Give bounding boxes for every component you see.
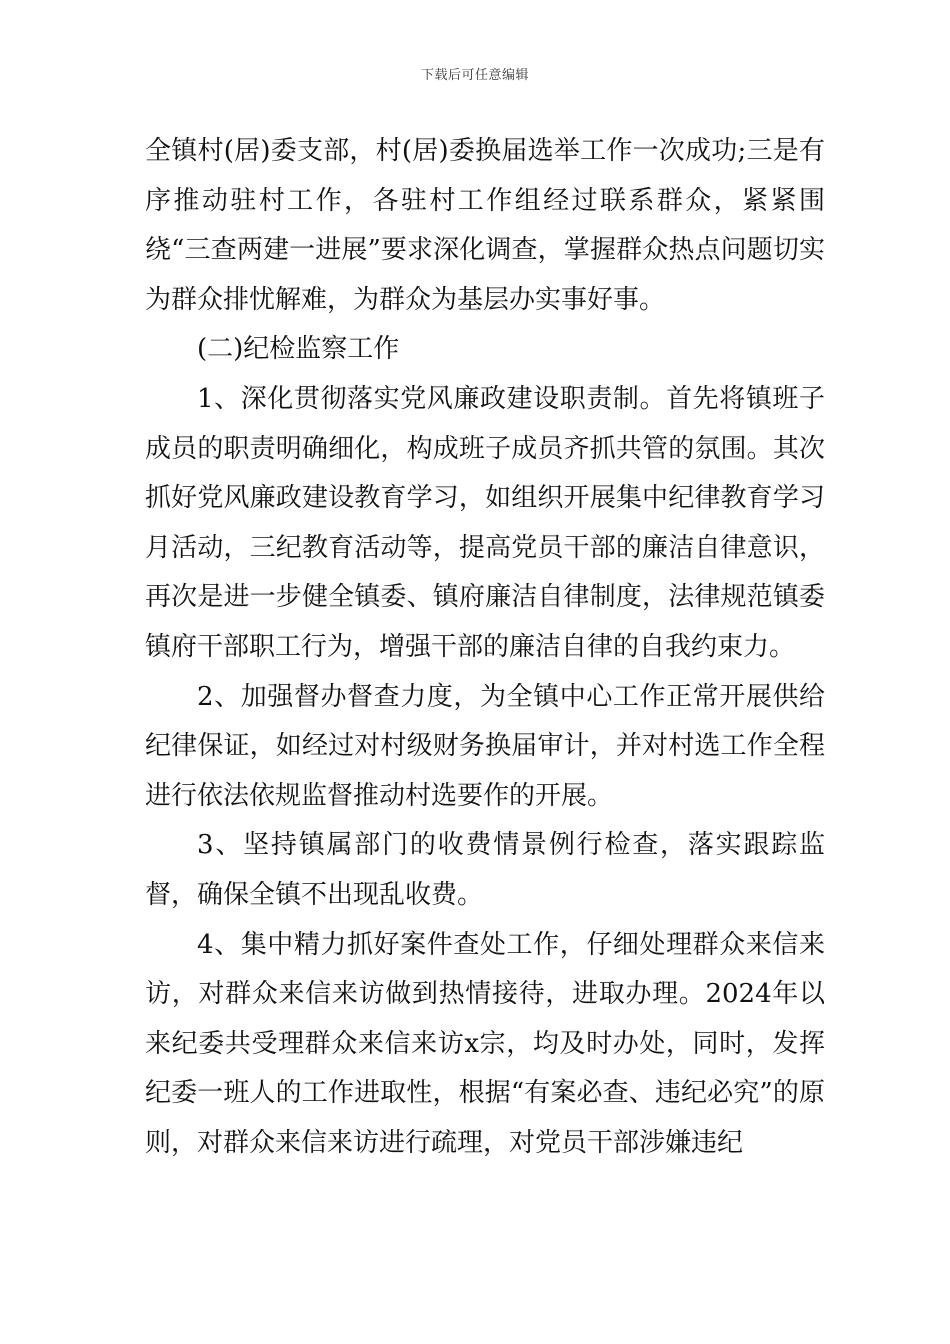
paragraph-continuation: 全镇村(居)委支部，村(居)委换届选举工作一次成功;三是有序推动驻村工作，各驻村工作组经过联系群众，紧紧围绕“三查两建一进展”要求深化调查，掌握群众热点问题切实为群众排忧解难，为群众为基层办实事好事。 (145, 136, 825, 315)
paragraph-item-3: 3、坚持镇属部门的收费情景例行检查，落实跟踪监督，确保全镇不出现乱收费。 (145, 830, 825, 910)
paragraph-item-4: 4、集中精力抓好案件查处工作，仔细处理群众来信来访，对群众来信来访做到热情接待，进取办理。2024年以来纪委共受理群众来信来访x宗，均及时办处，同时，发挥纪委一班人的工作进取性，根据“有案必查、违纪必究”的原则，对群众来信来访进行疏理，对党员干部涉嫌违纪 (145, 929, 825, 1158)
page-header: 下载后可任意编辑 (420, 68, 529, 83)
paragraph-item-2: 2、加强督办督查力度，为全镇中心工作正常开展供给纪律保证，如经过对村级财务换届审计，并对村选工作全程进行依法依规监督推动村选要作的开展。 (145, 681, 825, 811)
section-heading: (二)纪检监察工作 (197, 334, 400, 365)
document-body (145, 127, 825, 1168)
paragraph-item-1: 1、深化贯彻落实党风廉政建设职责制。首先将镇班子成员的职责明确细化，构成班子成员齐抓共管的氛围。其次抓好党风廉政建设教育学习，如组织开展集中纪律教育学习月活动，三纪教育活动等，提高党员干部的廉洁自律意识，再次是进一步健全镇委、镇府廉洁自律制度，法律规范镇委镇府干部职工行为，增强干部的廉洁自律的自我约束力。 (145, 383, 825, 662)
